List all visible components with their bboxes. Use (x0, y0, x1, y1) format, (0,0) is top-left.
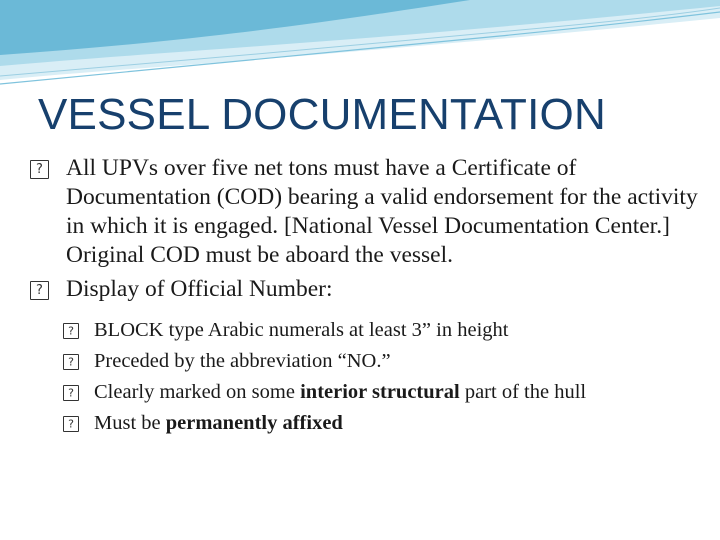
header-wave-decoration (0, 0, 720, 90)
bullet-text: All UPVs over five net tons must have a Certificate of Documentation (COD) bearing a valid endorsement for the activity in which it is engaged. [National Vessel Documentation Center.] Original COD must be aboard the vessel. (66, 155, 698, 268)
sub-bullet-text-post: part of the hull (459, 381, 587, 403)
slide-title: VESSEL DOCUMENTATION (38, 90, 606, 139)
missing-glyph-bullet-icon: ? (63, 354, 79, 370)
bullet-cod-requirement (30, 154, 700, 270)
missing-glyph-bullet-icon: ? (30, 160, 49, 179)
bullet-display-official-number (30, 275, 700, 304)
sub-bullet-clearly-marked (30, 379, 700, 406)
sub-bullet-text: Preceded by the abbreviation “NO.” (94, 350, 391, 372)
sub-bullet-text-pre: Must be (94, 412, 166, 434)
slide-body (30, 154, 700, 437)
sub-bullet-block-numerals (30, 317, 700, 344)
sub-bullet-text-bold: interior structural (300, 381, 460, 403)
sub-bullet-permanently-affixed (30, 410, 700, 437)
missing-glyph-bullet-icon: ? (63, 385, 79, 401)
missing-glyph-bullet-icon: ? (63, 323, 79, 339)
sub-bullet-text-pre: Clearly marked on some (94, 381, 301, 403)
missing-glyph-bullet-icon: ? (63, 416, 79, 432)
sub-bullet-text-bold: permanently affixed (165, 412, 343, 434)
sub-bullet-text: BLOCK type Arabic numerals at least 3” in height (94, 319, 509, 341)
bullet-text: Display of Official Number: (66, 276, 333, 302)
missing-glyph-bullet-icon: ? (30, 281, 49, 300)
sub-bullet-abbreviation (30, 348, 700, 375)
